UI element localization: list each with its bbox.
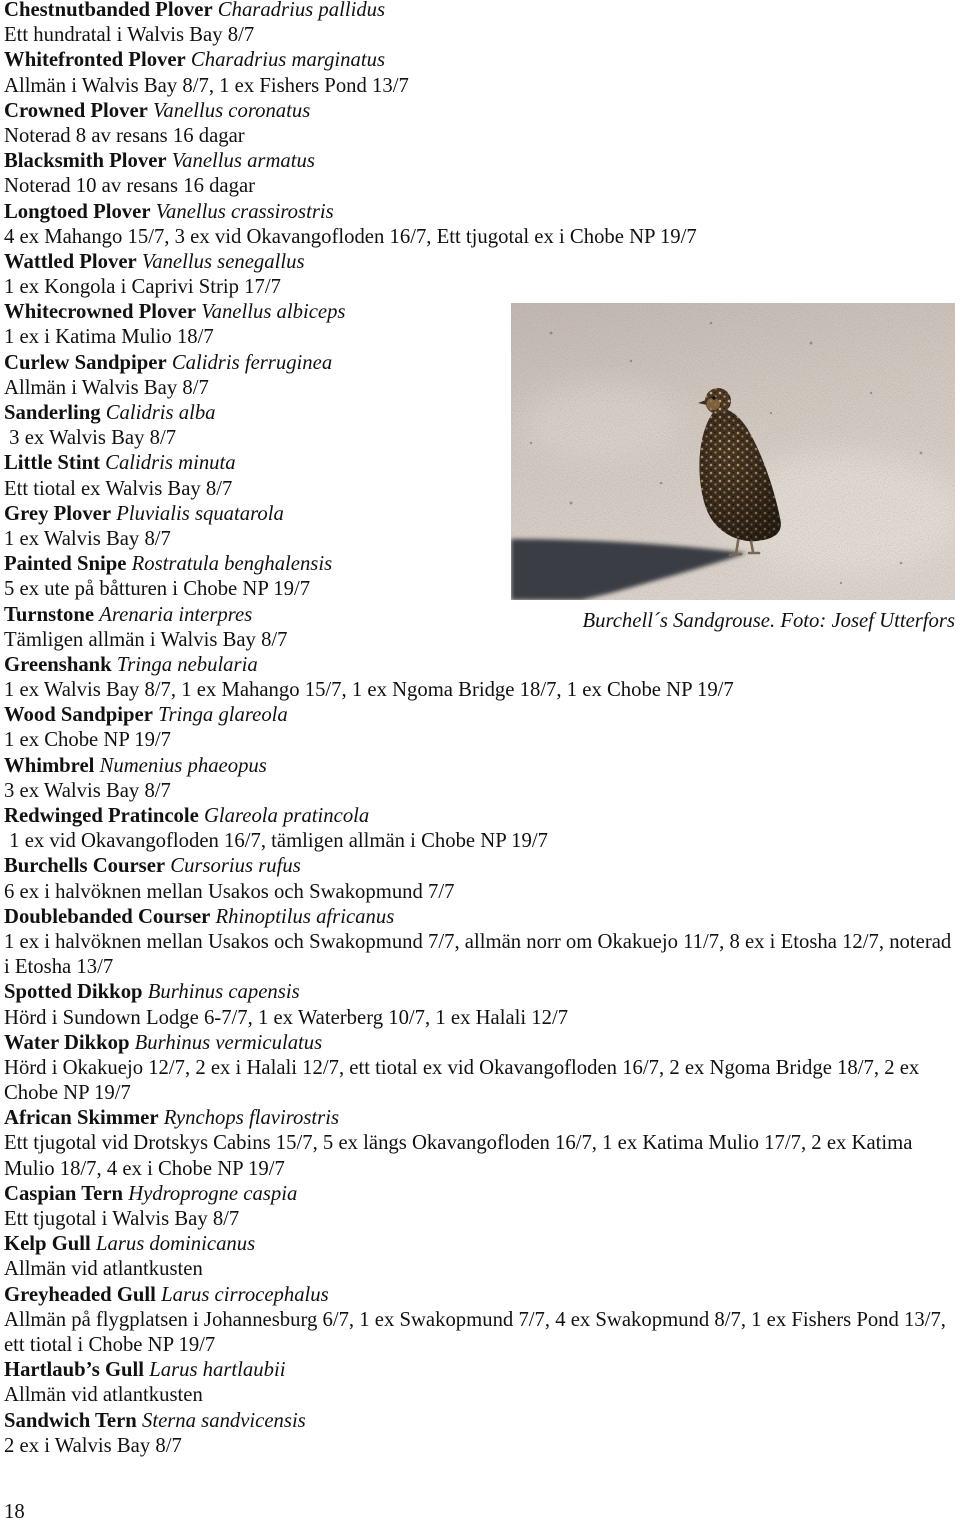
species-heading	[4, 653, 951, 678]
common-name: Kelp Gull	[4, 1233, 91, 1256]
observation-note: 1 ex Kongola i Caprivi Strip 17/7	[4, 276, 281, 299]
observation-note: 1 ex Chobe NP 19/7	[4, 729, 172, 752]
common-name: Hartlaub’s Gull	[4, 1359, 145, 1382]
observation-note: 4 ex Mahango 15/7, 3 ex vid Okavangofloden 16/7, Ett tjugotal ex i Chobe NP 19/7	[4, 225, 697, 248]
common-name: Wattled Plover	[4, 250, 137, 273]
common-name: Painted Snipe	[4, 553, 127, 576]
observation-note: 1 ex Walvis Bay 8/7	[4, 527, 171, 550]
common-name: Little Stint	[4, 452, 100, 475]
species-entry	[4, 854, 951, 904]
scientific-name: Hydroprogne caspia	[128, 1182, 298, 1205]
scientific-name: Vanellus crassirostris	[155, 200, 334, 223]
species-heading	[4, 250, 951, 275]
scientific-name: Rostratula benghalensis	[131, 553, 333, 576]
scientific-name: Numenius phaeopus	[99, 754, 267, 777]
observation-note: Ett tiotal ex Walvis Bay 8/7	[4, 477, 233, 500]
species-entry	[4, 1106, 951, 1182]
common-name: Turnstone	[4, 603, 95, 626]
observation-note: 1 ex i halvöknen mellan Usakos och Swakopmund 7/7, allmän norr om Okakuejo 11/7, 8 ex i Etosha 12/7, noterad	[4, 930, 952, 953]
observation-note: Noterad 10 av resans 16 dagar	[4, 175, 256, 198]
species-entry	[4, 1358, 951, 1408]
observation-note: 5 ex ute på båtturen i Chobe NP 19/7	[4, 578, 311, 601]
sandgrouse-photo	[511, 303, 955, 600]
species-heading	[4, 1106, 951, 1131]
species-heading	[4, 99, 951, 124]
observation-note: 3 ex Walvis Bay 8/7	[4, 427, 177, 450]
species-heading	[4, 1182, 951, 1207]
common-name: Grey Plover	[4, 502, 112, 525]
species-heading	[4, 200, 951, 225]
common-name: Wood Sandpiper	[4, 704, 153, 727]
species-entry	[4, 754, 951, 804]
observation-note: Allmän vid atlantkusten	[4, 1384, 203, 1407]
observation-note: Tämligen allmän i Walvis Bay 8/7	[4, 628, 288, 651]
common-name: Chestnutbanded Plover	[4, 0, 213, 21]
species-entry	[4, 1409, 951, 1459]
observation-note: Allmän i Walvis Bay 8/7	[4, 376, 209, 399]
species-heading	[4, 1283, 951, 1308]
common-name: Doublebanded Courser	[4, 905, 211, 928]
species-entry	[4, 1283, 951, 1359]
scientific-name: Larus hartlaubii	[149, 1359, 286, 1382]
common-name: Redwinged Pratincole	[4, 805, 199, 827]
scientific-name: Larus dominicanus	[95, 1233, 256, 1256]
observation-note: Allmän i Walvis Bay 8/7, 1 ex Fishers Pond 13/7	[4, 74, 409, 97]
species-entry	[4, 0, 951, 48]
scientific-name: Vanellus albiceps	[201, 301, 346, 324]
common-name: Whimbrel	[4, 754, 95, 777]
photo-caption: Burchell´s Sandgrouse. Foto: Josef Utterfors	[582, 610, 955, 632]
common-name: Crowned Plover	[4, 99, 148, 122]
scientific-name: Burhinus vermiculatus	[134, 1031, 323, 1054]
scientific-name: Larus cirrocephalus	[161, 1283, 329, 1306]
scientific-name: Vanellus armatus	[171, 150, 315, 173]
common-name: Greyheaded Gull	[4, 1283, 156, 1306]
common-name: Water Dikkop	[4, 1031, 130, 1054]
species-entry	[4, 48, 951, 98]
species-entry	[4, 149, 951, 199]
species-heading	[4, 1031, 951, 1056]
observation-note: Hörd i Okakuejo 12/7, 2 ex i Halali 12/7, ett tiotal ex vid Okavangofloden 16/7, 2 ex Ngoma Bridge 18/7, 2 ex	[4, 1056, 920, 1079]
scientific-name: Sterna sandvicensis	[141, 1409, 306, 1432]
scientific-name: Vanellus senegallus	[141, 250, 305, 273]
observation-note: 6 ex i halvöknen mellan Usakos och Swakopmund 7/7	[4, 880, 455, 903]
scientific-name: Rynchops flavirostris	[163, 1107, 340, 1130]
common-name: Sandwich Tern	[4, 1409, 137, 1432]
observation-note: Ett hundratal i Walvis Bay 8/7	[4, 24, 255, 47]
species-list	[4, 0, 951, 1459]
scientific-name: Charadrius marginatus	[190, 49, 385, 72]
species-entry	[4, 99, 951, 149]
species-heading	[4, 905, 951, 930]
species-entry	[4, 980, 951, 1030]
species-heading	[4, 754, 951, 779]
scientific-name: Tringa nebularia	[116, 653, 258, 676]
observation-note: Ett tjugotal vid Drotskys Cabins 15/7, 5 ex längs Okavangofloden 16/7, 1 ex Katima Mulio 17/7, 2 ex Katima	[4, 1132, 913, 1155]
common-name: Curlew Sandpiper	[4, 351, 167, 374]
common-name: Greenshank	[4, 653, 112, 676]
bird-face	[706, 398, 720, 410]
observation-note: 3 ex Walvis Bay 8/7	[4, 779, 171, 802]
species-entry	[4, 200, 951, 250]
common-name: African Skimmer	[4, 1107, 159, 1130]
species-heading	[4, 854, 951, 879]
scientific-name: Tringa glareola	[158, 704, 288, 727]
scientific-name: Glareola pratincola	[203, 805, 370, 827]
species-heading	[4, 1358, 951, 1383]
scientific-name: Pluvialis squatarola	[116, 502, 284, 525]
common-name: Spotted Dikkop	[4, 981, 143, 1004]
species-entry	[4, 1031, 951, 1107]
species-entry	[4, 905, 951, 981]
observation-note-continued: Mulio 18/7, 4 ex i Chobe NP 19/7	[4, 1157, 285, 1180]
scientific-name: Calidris alba	[105, 402, 216, 424]
observation-note: 2 ex i Walvis Bay 8/7	[4, 1434, 182, 1457]
observation-note-continued: Chobe NP 19/7	[4, 1082, 131, 1105]
species-heading	[4, 804, 951, 829]
observation-note: Hörd i Sundown Lodge 6-7/7, 1 ex Waterberg 10/7, 1 ex Halali 12/7	[4, 1006, 569, 1029]
common-name: Caspian Tern	[4, 1182, 124, 1205]
common-name: Blacksmith Plover	[4, 150, 167, 173]
bird-eye	[712, 396, 715, 399]
observation-note: 1 ex Walvis Bay 8/7, 1 ex Mahango 15/7, 1 ex Ngoma Bridge 18/7, 1 ex Chobe NP 19/7	[4, 679, 734, 702]
species-entry	[4, 703, 951, 753]
species-entry	[4, 1182, 951, 1232]
common-name: Burchells Courser	[4, 855, 166, 878]
scientific-name: Arenaria interpres	[99, 603, 253, 626]
species-heading	[4, 149, 951, 174]
scientific-name: Cursorius rufus	[170, 855, 301, 878]
observation-note: 1 ex vid Okavangofloden 16/7, tämligen allmän i Chobe NP 19/7	[4, 830, 548, 853]
observation-note: Noterad 8 av resans 16 dagar	[4, 124, 245, 147]
scientific-name: Charadrius pallidus	[217, 0, 386, 21]
observation-note: Allmän vid atlantkusten	[4, 1258, 203, 1281]
scientific-name: Rhinoptilus africanus	[215, 905, 395, 928]
species-heading	[4, 1232, 951, 1257]
species-heading	[4, 48, 951, 73]
species-entry	[4, 653, 951, 703]
observation-note: Ett tjugotal i Walvis Bay 8/7	[4, 1208, 240, 1230]
scientific-name: Burhinus capensis	[147, 981, 300, 1004]
species-heading	[4, 980, 951, 1005]
common-name: Sanderling	[4, 402, 101, 424]
common-name: Whitecrowned Plover	[4, 301, 197, 324]
scientific-name: Vanellus coronatus	[153, 99, 311, 122]
observation-note: Allmän på flygplatsen i Johannesburg 6/7, 1 ex Swakopmund 7/7, 4 ex Swakopmund 8/7, 1 ex Fishers Pond 13/7,	[4, 1308, 946, 1331]
scientific-name: Calidris ferruginea	[171, 351, 333, 374]
species-heading	[4, 703, 951, 728]
observation-note: 1 ex i Katima Mulio 18/7	[4, 326, 214, 349]
species-entry	[4, 250, 951, 300]
species-entry	[4, 804, 951, 854]
common-name: Longtoed Plover	[4, 200, 151, 223]
species-entry	[4, 1232, 951, 1282]
observation-note-continued: i Etosha 13/7	[4, 956, 114, 979]
observation-note-continued: ett tiotal i Chobe NP 19/7	[4, 1333, 216, 1356]
page-number: 18	[4, 1501, 25, 1523]
species-heading	[4, 1409, 951, 1434]
scientific-name: Calidris minuta	[105, 452, 236, 475]
common-name: Whitefronted Plover	[4, 49, 186, 72]
species-heading	[4, 0, 951, 23]
